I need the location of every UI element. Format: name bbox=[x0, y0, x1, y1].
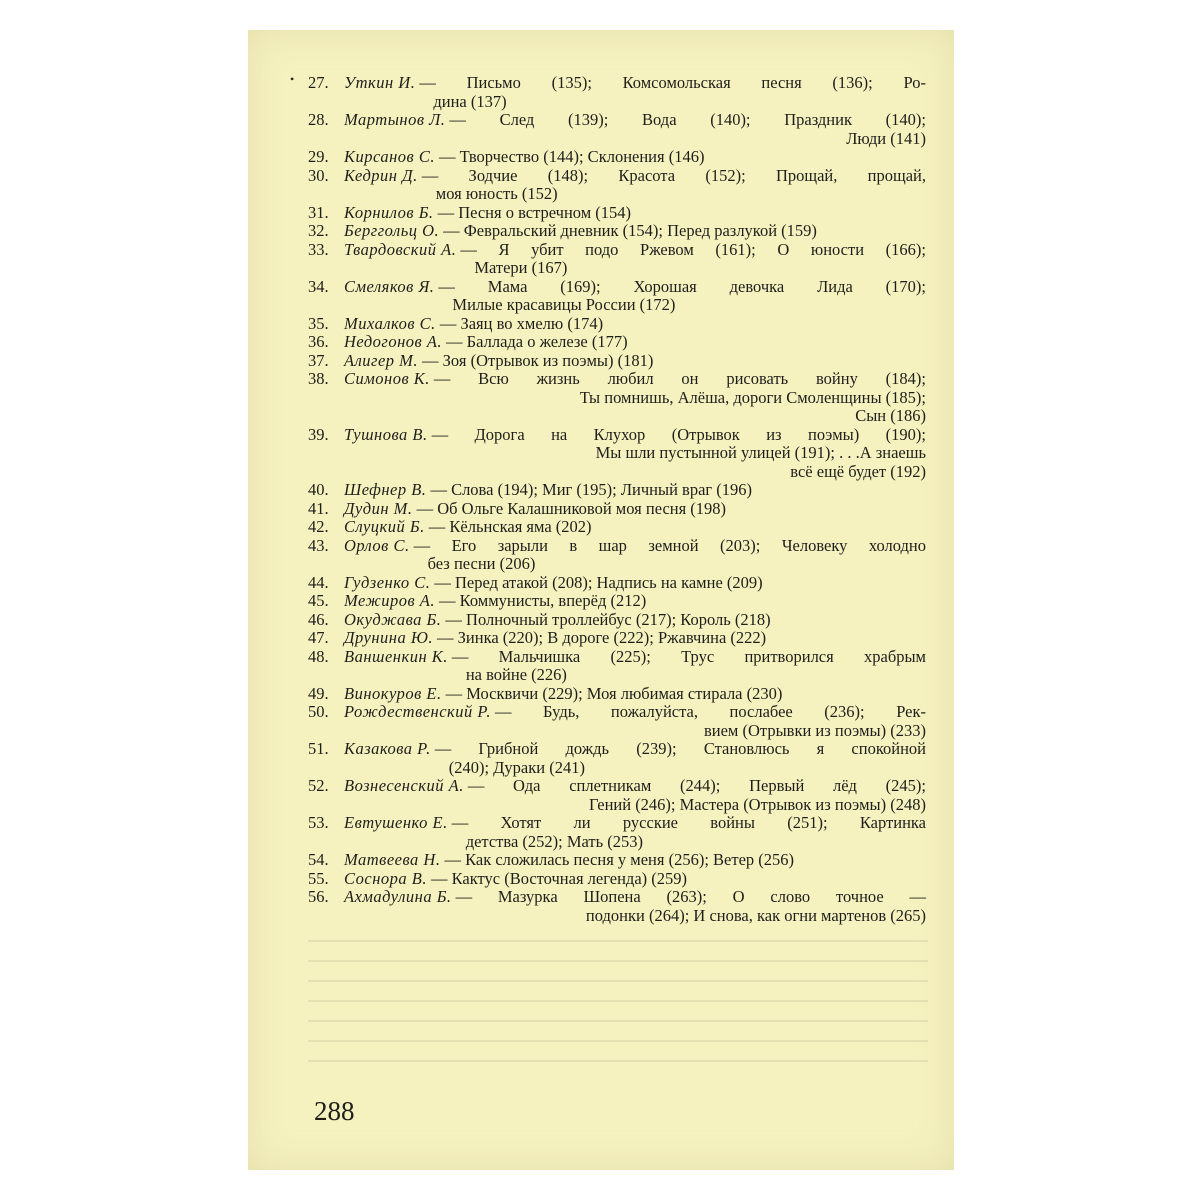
author-name: Симонов К. bbox=[344, 369, 430, 388]
toc-entry bbox=[308, 370, 926, 426]
toc-entry bbox=[308, 888, 926, 925]
entry-body bbox=[344, 685, 926, 704]
works-list: — Песня о встречном (154) bbox=[437, 202, 632, 222]
entry-first-line bbox=[344, 648, 926, 667]
entry-body bbox=[344, 222, 926, 241]
works-continuation: всё ещё будет (192) bbox=[790, 461, 926, 481]
works-list: — Об Ольге Калашниковой моя песня (198) bbox=[416, 498, 727, 518]
author-name: Рождественский Р. bbox=[344, 702, 491, 721]
works-list: — Зодчие (148); Красота (152); Прощай, прощай, bbox=[421, 165, 926, 185]
works-list: — Ода сплетникам (244); Первый лёд (245); bbox=[467, 776, 926, 795]
entry-first-line bbox=[344, 611, 926, 630]
entry-number: 41. bbox=[308, 498, 329, 518]
entry-first-line bbox=[344, 241, 926, 260]
author-name: Ахмадулина Б. bbox=[344, 887, 452, 906]
entry-body bbox=[344, 851, 926, 870]
entry-number: 44. bbox=[308, 572, 329, 592]
book-page bbox=[248, 30, 954, 1170]
works-list: — Его зарыли в шар земной (203); Человеку холодно bbox=[413, 535, 926, 555]
entry-number: 34. bbox=[308, 276, 329, 296]
entry-body bbox=[344, 500, 926, 519]
entry-body bbox=[344, 740, 926, 777]
entry-first-line bbox=[344, 777, 926, 796]
toc-entry bbox=[308, 629, 926, 648]
works-continuation: (240); Дураки (241) bbox=[448, 757, 585, 777]
toc-entry bbox=[308, 111, 926, 148]
works-continuation: Сын (186) bbox=[855, 406, 926, 425]
bleed-through-texture bbox=[308, 930, 928, 1080]
toc-entry bbox=[308, 352, 926, 371]
entry-body bbox=[344, 592, 926, 611]
entry-body bbox=[344, 611, 926, 630]
author-name: Друнина Ю. bbox=[344, 628, 434, 647]
toc-entry bbox=[308, 777, 926, 814]
toc-entry bbox=[308, 518, 926, 537]
entry-body bbox=[344, 629, 926, 648]
entry-body bbox=[344, 333, 926, 352]
entry-body bbox=[344, 74, 926, 111]
entry-number: 33. bbox=[308, 239, 329, 259]
entry-body bbox=[344, 148, 926, 167]
author-name: Межиров А. bbox=[344, 591, 436, 610]
entry-body bbox=[344, 315, 926, 334]
entry-number: 30. bbox=[308, 165, 329, 185]
author-name: Гудзенко С. bbox=[344, 572, 431, 592]
entry-number: 55. bbox=[308, 868, 329, 888]
toc-entry bbox=[308, 740, 926, 777]
author-name: Дудин М. bbox=[344, 498, 413, 518]
toc-entry bbox=[308, 537, 926, 574]
entry-number: 27. bbox=[308, 73, 329, 92]
toc-entry bbox=[308, 481, 926, 500]
works-list: — Мальчишка (225); Трус притворился храбрым bbox=[451, 646, 926, 666]
entry-first-line bbox=[344, 851, 926, 870]
entry-number: 56. bbox=[308, 887, 329, 906]
entry-number: 32. bbox=[308, 221, 329, 240]
works-list: — Слова (194); Миг (195); Личный враг (196) bbox=[430, 480, 753, 499]
toc-entry bbox=[308, 167, 926, 204]
entry-body bbox=[344, 777, 926, 814]
works-list: — Я убит подо Ржевом (161); О юности (166); bbox=[460, 239, 926, 259]
works-continuation: подонки (264); И снова, как огни мартенов (265) bbox=[585, 905, 926, 925]
author-name: Алигер М. bbox=[344, 350, 419, 370]
entry-number: 53. bbox=[308, 813, 329, 832]
author-name: Мартынов Л. bbox=[344, 110, 446, 129]
works-continuation: Ты помнишь, Алёша, дороги Смоленщины (185); bbox=[579, 387, 926, 407]
author-name: Соснора В. bbox=[344, 868, 427, 888]
entry-first-line bbox=[344, 629, 926, 648]
works-list: — Мазурка Шопена (263); О слово точное — bbox=[455, 887, 926, 906]
author-name: Слуцкий Б. bbox=[344, 517, 425, 536]
entry-first-line bbox=[344, 74, 926, 93]
entry-first-line bbox=[344, 500, 926, 519]
toc-entry bbox=[308, 222, 926, 241]
author-name: Недогонов А. bbox=[344, 332, 443, 351]
toc-entry bbox=[308, 333, 926, 352]
entry-first-line bbox=[344, 574, 926, 593]
author-name: Ваншенкин К. bbox=[344, 646, 448, 666]
entry-body bbox=[344, 537, 926, 574]
toc-entry bbox=[308, 611, 926, 630]
works-continuation: моя юность (152) bbox=[435, 184, 558, 203]
entry-first-line bbox=[344, 814, 926, 833]
entry-first-line bbox=[344, 222, 926, 241]
entry-body bbox=[344, 278, 926, 315]
author-name: Вознесенский А. bbox=[344, 776, 464, 795]
works-list: — Баллада о железе (177) bbox=[446, 332, 628, 351]
entry-number: 54. bbox=[308, 850, 329, 869]
author-name: Корнилов Б. bbox=[344, 202, 434, 222]
entry-body bbox=[344, 518, 926, 537]
entry-body bbox=[344, 370, 926, 426]
works-list: — Как сложилась песня у меня (256); Ветер (256) bbox=[444, 850, 795, 869]
entry-body bbox=[344, 352, 926, 371]
works-list: — Кёльнская яма (202) bbox=[428, 517, 592, 536]
entry-first-line bbox=[344, 740, 926, 759]
entry-number: 31. bbox=[308, 202, 329, 222]
author-name: Винокуров Е. bbox=[344, 683, 442, 703]
entry-number: 38. bbox=[308, 369, 329, 388]
entry-number: 39. bbox=[308, 424, 329, 444]
entry-body bbox=[344, 167, 926, 204]
margin-mark: • bbox=[290, 72, 295, 86]
author-name: Евтушенко Е. bbox=[344, 813, 448, 832]
author-name: Твардовский А. bbox=[344, 239, 457, 259]
author-name: Берггольц О. bbox=[344, 221, 440, 240]
author-name: Окуджава Б. bbox=[344, 609, 442, 629]
toc-entry bbox=[308, 870, 926, 889]
toc-entry bbox=[308, 241, 926, 278]
toc-entry bbox=[308, 703, 926, 740]
entry-number: 47. bbox=[308, 628, 329, 647]
toc-entry bbox=[308, 74, 926, 111]
author-name: Кедрин Д. bbox=[344, 165, 418, 185]
entry-number: 43. bbox=[308, 535, 329, 555]
entry-first-line bbox=[344, 333, 926, 352]
toc-entry bbox=[308, 204, 926, 223]
entry-first-line bbox=[344, 426, 926, 445]
works-list: — Будь, пожалуйста, послабее (236); Рек- bbox=[494, 702, 926, 721]
entry-number: 50. bbox=[308, 702, 329, 721]
works-continuation: Гений (246); Мастера (Отрывок из поэмы) (248) bbox=[588, 794, 926, 814]
entry-first-line bbox=[344, 537, 926, 556]
entry-body bbox=[344, 426, 926, 482]
entry-first-line bbox=[344, 278, 926, 297]
toc-entry bbox=[308, 592, 926, 611]
works-list: — Мама (169); Хорошая девочка Лида (170); bbox=[438, 276, 926, 296]
toc-entry bbox=[308, 851, 926, 870]
entry-first-line bbox=[344, 703, 926, 722]
works-list: — Заяц во хмелю (174) bbox=[439, 313, 604, 333]
author-name: Уткин И. bbox=[344, 73, 416, 92]
entry-first-line bbox=[344, 518, 926, 537]
works-list: — Всю жизнь любил он рисовать войну (184); bbox=[433, 369, 926, 388]
entry-first-line bbox=[344, 592, 926, 611]
entry-number: 36. bbox=[308, 332, 329, 351]
entry-body bbox=[344, 648, 926, 685]
entry-body bbox=[344, 204, 926, 223]
toc-entry bbox=[308, 500, 926, 519]
entry-number: 48. bbox=[308, 646, 329, 666]
works-continuation: на войне (226) bbox=[465, 665, 567, 684]
toc-entry bbox=[308, 648, 926, 685]
works-list: — Творчество (144); Склонения (146) bbox=[438, 147, 705, 166]
author-name: Шефнер В. bbox=[344, 480, 427, 499]
entry-first-line bbox=[344, 167, 926, 186]
author-name: Михалков С. bbox=[344, 313, 436, 333]
works-continuation: Люди (141) bbox=[846, 128, 926, 148]
works-list: — Зинка (220); В дороге (222); Ржавчина (222) bbox=[437, 628, 767, 647]
entry-number: 42. bbox=[308, 517, 329, 536]
works-list: — Перед атакой (208); Надпись на камне (209) bbox=[434, 572, 763, 592]
entry-number: 52. bbox=[308, 776, 329, 795]
entry-body bbox=[344, 241, 926, 278]
entry-number: 49. bbox=[308, 683, 329, 703]
toc-entry bbox=[308, 814, 926, 851]
works-continuation: детства (252); Мать (253) bbox=[465, 831, 644, 851]
entry-number: 51. bbox=[308, 739, 329, 758]
works-list: — Письмо (135); Комсомольская песня (136); Ро- bbox=[419, 73, 926, 92]
works-list: — Хотят ли русские войны (251); Картинка bbox=[451, 813, 926, 832]
author-name: Казакова Р. bbox=[344, 739, 431, 758]
author-name: Смеляков Я. bbox=[344, 276, 435, 296]
entry-number: 35. bbox=[308, 313, 329, 333]
entry-body bbox=[344, 574, 926, 593]
entry-first-line bbox=[344, 111, 926, 130]
works-list: — Полночный троллейбус (217); Король (218) bbox=[445, 609, 771, 629]
entry-body bbox=[344, 888, 926, 925]
works-list: — Грибной дождь (239); Становлюсь я спокойной bbox=[434, 739, 926, 758]
author-name: Орлов С. bbox=[344, 535, 410, 555]
author-name: Матвеева Н. bbox=[344, 850, 441, 869]
works-continuation: дина (137) bbox=[433, 91, 507, 111]
entry-body bbox=[344, 814, 926, 851]
works-list: — Зоя (Отрывок из поэмы) (181) bbox=[422, 350, 654, 370]
entry-first-line bbox=[344, 685, 926, 704]
entry-number: 45. bbox=[308, 591, 329, 610]
works-list: — След (139); Вода (140); Праздник (140); bbox=[449, 110, 926, 129]
toc-entry bbox=[308, 574, 926, 593]
toc-entry bbox=[308, 426, 926, 482]
toc-entry bbox=[308, 315, 926, 334]
entry-first-line bbox=[344, 204, 926, 223]
entry-body bbox=[344, 870, 926, 889]
table-of-contents bbox=[308, 74, 926, 925]
entry-number: 37. bbox=[308, 350, 329, 370]
entry-first-line bbox=[344, 352, 926, 371]
works-continuation: Мы шли пустынной улицей (191); . . .А знаешь bbox=[595, 443, 926, 462]
toc-entry bbox=[308, 148, 926, 167]
entry-first-line bbox=[344, 370, 926, 389]
works-list: — Кактус (Восточная легенда) (259) bbox=[430, 868, 688, 888]
entry-first-line bbox=[344, 148, 926, 167]
works-list: — Коммунисты, вперёд (212) bbox=[439, 591, 647, 610]
entry-body bbox=[344, 481, 926, 500]
entry-number: 46. bbox=[308, 609, 329, 629]
works-continuation: Милые красавицы России (172) bbox=[452, 295, 676, 314]
entry-body bbox=[344, 111, 926, 148]
works-list: — Москвичи (229); Моя любимая стирала (230) bbox=[445, 683, 783, 703]
entry-body bbox=[344, 703, 926, 740]
page-number: 288 bbox=[314, 1096, 355, 1126]
works-continuation: вием (Отрывки из поэмы) (233) bbox=[703, 720, 926, 740]
entry-first-line bbox=[344, 888, 926, 907]
entry-number: 29. bbox=[308, 147, 329, 166]
toc-entry bbox=[308, 278, 926, 315]
entry-first-line bbox=[344, 870, 926, 889]
author-name: Тушнова В. bbox=[344, 424, 428, 444]
entry-first-line bbox=[344, 315, 926, 334]
toc-entry bbox=[308, 685, 926, 704]
works-list: — Февральский дневник (154); Перед разлукой (159) bbox=[443, 221, 817, 240]
entry-first-line bbox=[344, 481, 926, 500]
entry-number: 28. bbox=[308, 110, 329, 129]
entry-number: 40. bbox=[308, 480, 329, 499]
works-list: — Дорога на Клухор (Отрывок из поэмы) (190); bbox=[431, 424, 926, 444]
author-name: Кирсанов С. bbox=[344, 147, 435, 166]
works-continuation: без песни (206) bbox=[427, 554, 536, 573]
works-continuation: Матери (167) bbox=[474, 258, 568, 277]
